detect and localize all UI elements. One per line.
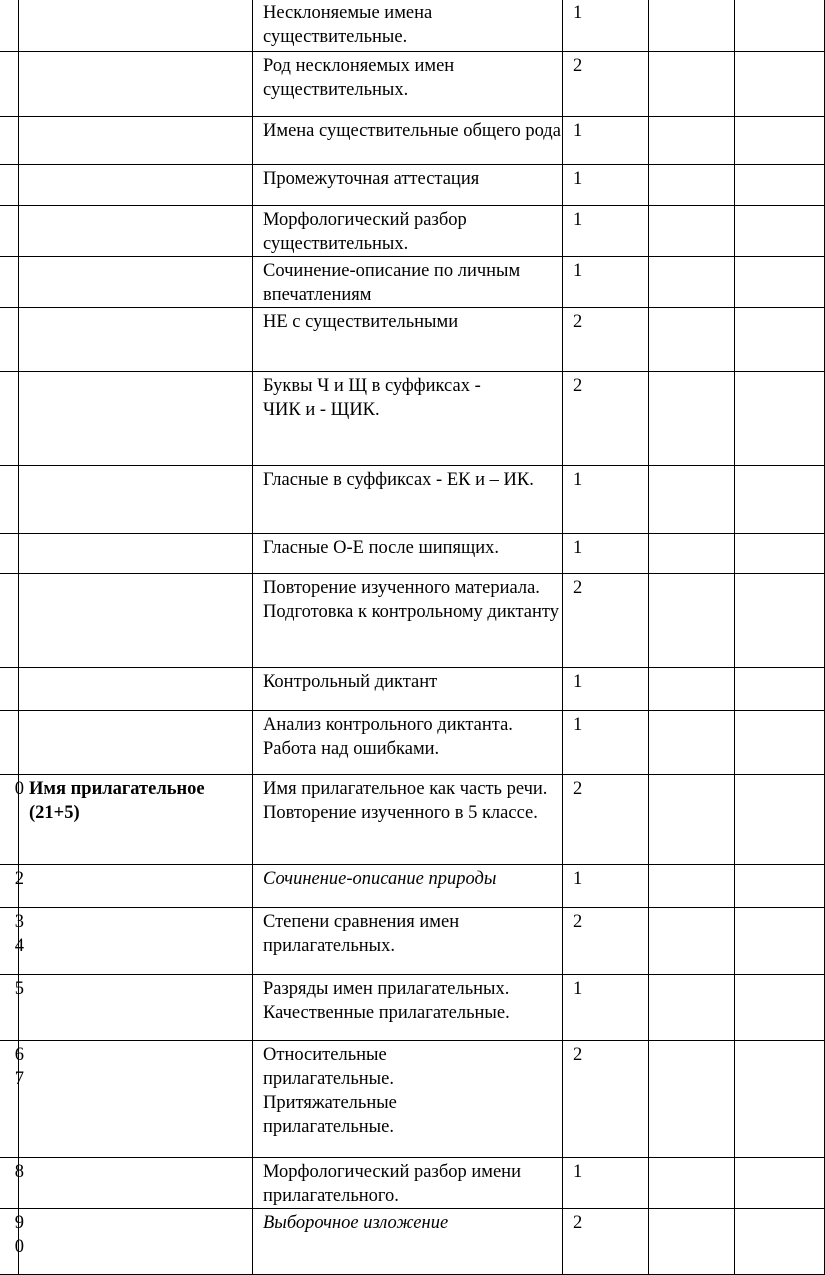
lesson-hours: 2 xyxy=(563,775,649,865)
lesson-hours: 2 xyxy=(563,52,649,117)
section-title xyxy=(19,908,253,975)
lesson-number xyxy=(0,668,19,711)
empty-cell xyxy=(735,257,825,308)
empty-cell xyxy=(735,466,825,534)
lesson-hours: 1 xyxy=(563,975,649,1041)
empty-cell xyxy=(649,257,735,308)
lesson-number: 0 xyxy=(0,775,19,865)
section-title xyxy=(19,0,253,52)
lesson-topic: Анализ контрольного диктанта. Работа над ошибками. xyxy=(253,711,563,775)
section-title: Имя прилагательное (21+5) xyxy=(19,775,253,865)
empty-cell xyxy=(649,466,735,534)
section-title xyxy=(19,1209,253,1275)
section-title xyxy=(19,574,253,668)
section-title xyxy=(19,52,253,117)
empty-cell xyxy=(735,975,825,1041)
lesson-topic: Выборочное изложение xyxy=(253,1209,563,1275)
empty-cell xyxy=(735,308,825,372)
lesson-topic: Относительные прилагательные. Притяжательные прилагательные. xyxy=(253,1041,563,1158)
lesson-topic: Род несклоняемых имен существительных. xyxy=(253,52,563,117)
empty-cell xyxy=(735,1158,825,1209)
lesson-number xyxy=(0,711,19,775)
section-title xyxy=(19,117,253,165)
empty-cell xyxy=(735,206,825,257)
table-row xyxy=(0,52,825,117)
lesson-topic: Имена существительные общего рода xyxy=(253,117,563,165)
lesson-hours: 1 xyxy=(563,1158,649,1209)
lesson-hours: 1 xyxy=(563,0,649,52)
table-row xyxy=(0,668,825,711)
lesson-hours: 1 xyxy=(563,206,649,257)
table-row xyxy=(0,865,825,908)
lesson-number: 8 xyxy=(0,1158,19,1209)
empty-cell xyxy=(735,52,825,117)
lesson-hours: 1 xyxy=(563,865,649,908)
lesson-number xyxy=(0,308,19,372)
lesson-number: 6 7 xyxy=(0,1041,19,1158)
lesson-number xyxy=(0,574,19,668)
empty-cell xyxy=(649,534,735,574)
lesson-number: 9 0 xyxy=(0,1209,19,1275)
lesson-number: 3 4 xyxy=(0,908,19,975)
lesson-number xyxy=(0,534,19,574)
lesson-number xyxy=(0,117,19,165)
empty-cell xyxy=(735,165,825,206)
table-row xyxy=(0,117,825,165)
empty-cell xyxy=(735,668,825,711)
empty-cell xyxy=(649,117,735,165)
lesson-hours: 1 xyxy=(563,117,649,165)
table-row xyxy=(0,308,825,372)
lesson-number: 5 xyxy=(0,975,19,1041)
lesson-number xyxy=(0,372,19,466)
lesson-hours: 1 xyxy=(563,534,649,574)
empty-cell xyxy=(735,711,825,775)
empty-cell xyxy=(735,1041,825,1158)
table-row xyxy=(0,165,825,206)
section-title xyxy=(19,1158,253,1209)
table-row xyxy=(0,257,825,308)
lesson-topic: Гласные в суффиксах - ЕК и – ИК. xyxy=(253,466,563,534)
empty-cell xyxy=(649,908,735,975)
lesson-number xyxy=(0,165,19,206)
empty-cell xyxy=(735,372,825,466)
lesson-hours: 2 xyxy=(563,574,649,668)
table-row xyxy=(0,1209,825,1275)
empty-cell xyxy=(649,865,735,908)
section-title xyxy=(19,466,253,534)
empty-cell xyxy=(649,775,735,865)
empty-cell xyxy=(649,52,735,117)
empty-cell xyxy=(649,165,735,206)
table-row xyxy=(0,1041,825,1158)
lesson-hours: 2 xyxy=(563,372,649,466)
empty-cell xyxy=(649,206,735,257)
lesson-topic: Контрольный диктант xyxy=(253,668,563,711)
lesson-hours: 2 xyxy=(563,1209,649,1275)
empty-cell xyxy=(649,372,735,466)
section-title xyxy=(19,534,253,574)
empty-cell xyxy=(649,1209,735,1275)
empty-cell xyxy=(735,1209,825,1275)
lesson-hours: 1 xyxy=(563,257,649,308)
lesson-topic: Сочинение-описание по личным впечатлениям xyxy=(253,257,563,308)
lesson-topic: Морфологический разбор существительных. xyxy=(253,206,563,257)
table-row xyxy=(0,574,825,668)
lesson-topic: Буквы Ч и Щ в суффиксах - ЧИК и - ЩИК. xyxy=(253,372,563,466)
section-title xyxy=(19,257,253,308)
lesson-number xyxy=(0,257,19,308)
empty-cell xyxy=(649,711,735,775)
section-title xyxy=(19,206,253,257)
section-title xyxy=(19,165,253,206)
empty-cell xyxy=(649,574,735,668)
empty-cell xyxy=(735,117,825,165)
table-row xyxy=(0,975,825,1041)
empty-cell xyxy=(649,1158,735,1209)
lesson-topic: Промежуточная аттестация xyxy=(253,165,563,206)
lesson-hours: 2 xyxy=(563,1041,649,1158)
table-row xyxy=(0,908,825,975)
lesson-number xyxy=(0,0,19,52)
lesson-topic: Гласные О-Е после шипящих. xyxy=(253,534,563,574)
lesson-hours: 1 xyxy=(563,466,649,534)
lesson-topic: НЕ с существительными xyxy=(253,308,563,372)
section-title xyxy=(19,372,253,466)
lesson-topic: Сочинение-описание природы xyxy=(253,865,563,908)
empty-cell xyxy=(735,534,825,574)
lesson-topic: Степени сравнения имен прилагательных. xyxy=(253,908,563,975)
lesson-number xyxy=(0,52,19,117)
lesson-hours: 2 xyxy=(563,308,649,372)
table-row xyxy=(0,711,825,775)
section-title xyxy=(19,1041,253,1158)
empty-cell xyxy=(649,308,735,372)
lesson-topic: Несклоняемые имена существительные. xyxy=(253,0,563,52)
empty-cell xyxy=(735,775,825,865)
empty-cell xyxy=(735,574,825,668)
table-row xyxy=(0,775,825,865)
empty-cell xyxy=(649,1041,735,1158)
empty-cell xyxy=(735,0,825,52)
table-row xyxy=(0,0,825,52)
lesson-hours: 1 xyxy=(563,165,649,206)
empty-cell xyxy=(649,975,735,1041)
lesson-topic: Разряды имен прилагательных. Качественные прилагательные. xyxy=(253,975,563,1041)
section-title xyxy=(19,975,253,1041)
empty-cell xyxy=(735,908,825,975)
lesson-hours: 1 xyxy=(563,668,649,711)
lesson-number: 2 xyxy=(0,865,19,908)
lesson-hours: 1 xyxy=(563,711,649,775)
table-row xyxy=(0,534,825,574)
section-title xyxy=(19,308,253,372)
lesson-number xyxy=(0,466,19,534)
section-title xyxy=(19,711,253,775)
table-row xyxy=(0,206,825,257)
lesson-topic: Морфологический разбор имени прилагательного. xyxy=(253,1158,563,1209)
section-title xyxy=(19,668,253,711)
empty-cell xyxy=(649,668,735,711)
table-row xyxy=(0,466,825,534)
empty-cell xyxy=(649,0,735,52)
lesson-number xyxy=(0,206,19,257)
empty-cell xyxy=(735,865,825,908)
table-row xyxy=(0,1158,825,1209)
table-row xyxy=(0,372,825,466)
section-title xyxy=(19,865,253,908)
lesson-hours: 2 xyxy=(563,908,649,975)
lesson-topic: Повторение изученного материала. Подготовка к контрольному диктанту xyxy=(253,574,563,668)
lesson-topic: Имя прилагательное как часть речи. Повторение изученного в 5 классе. xyxy=(253,775,563,865)
